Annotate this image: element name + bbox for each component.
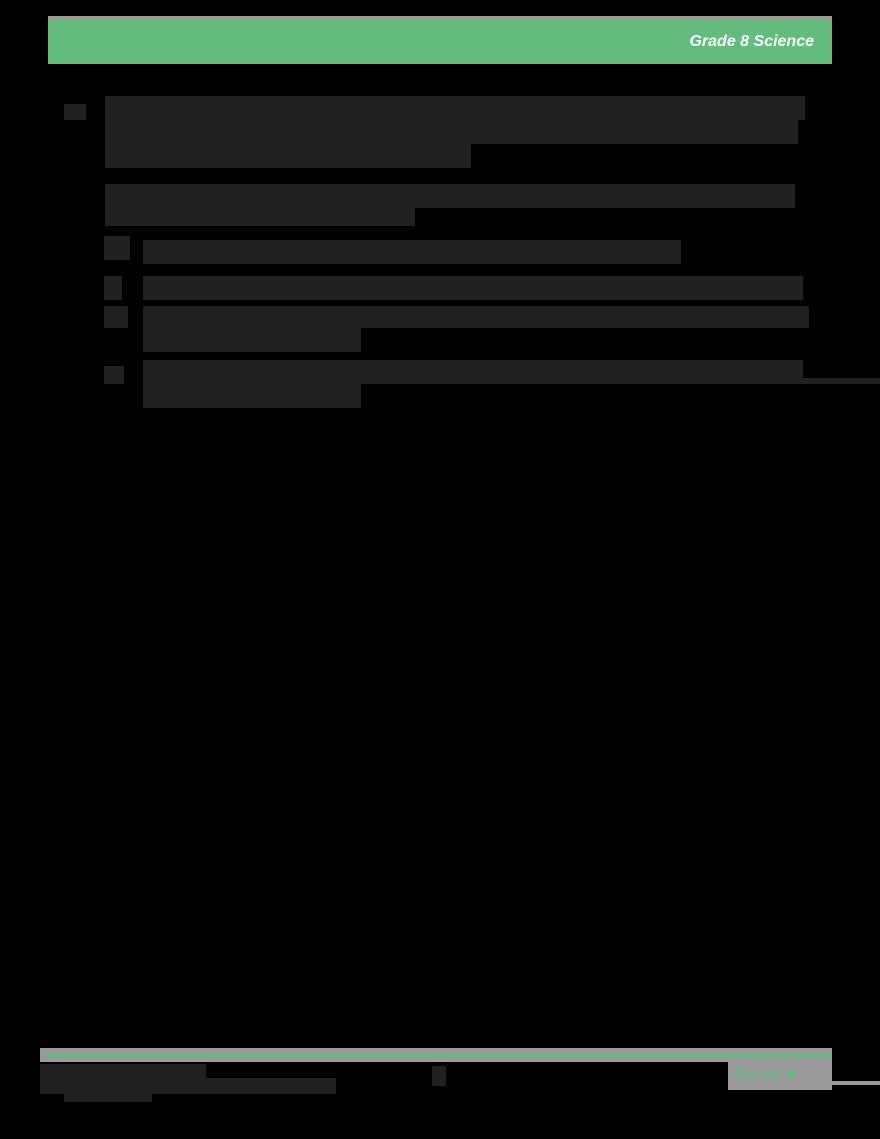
option-a-text[interactable] <box>143 240 681 264</box>
page-number <box>432 1066 446 1086</box>
option-d-text-line-1[interactable] <box>143 360 803 384</box>
question-stem-line-3 <box>105 144 471 168</box>
arrow-right-icon: ➤ <box>784 1066 799 1083</box>
answer-blank-line <box>800 378 880 384</box>
option-d-letter[interactable] <box>104 366 124 384</box>
header-title: Grade 8 Science <box>689 33 814 50</box>
question-instruction-line-2 <box>105 208 415 226</box>
option-b-letter[interactable] <box>104 276 122 300</box>
question-stem-line-2 <box>105 120 798 144</box>
footer-text-line-1 <box>40 1064 206 1078</box>
footer-rule-accent <box>46 1053 832 1058</box>
footer-text-line-3 <box>64 1094 152 1102</box>
option-b-text[interactable] <box>143 276 803 300</box>
option-a-letter[interactable] <box>104 236 130 260</box>
option-c-letter[interactable] <box>104 306 128 328</box>
question-instruction-line-1 <box>105 184 795 208</box>
option-c-text-line-1[interactable] <box>143 306 809 328</box>
question-stem-line-1 <box>105 96 805 120</box>
question-number <box>64 104 86 120</box>
go-on-tail <box>832 1081 880 1085</box>
option-c-text-line-2[interactable] <box>143 328 361 352</box>
footer-text-line-2 <box>40 1078 336 1094</box>
go-on-text: Go on <box>734 1066 781 1083</box>
go-on-label <box>734 1064 824 1086</box>
header-bar <box>48 16 832 64</box>
option-d-text-line-2[interactable] <box>143 384 361 408</box>
